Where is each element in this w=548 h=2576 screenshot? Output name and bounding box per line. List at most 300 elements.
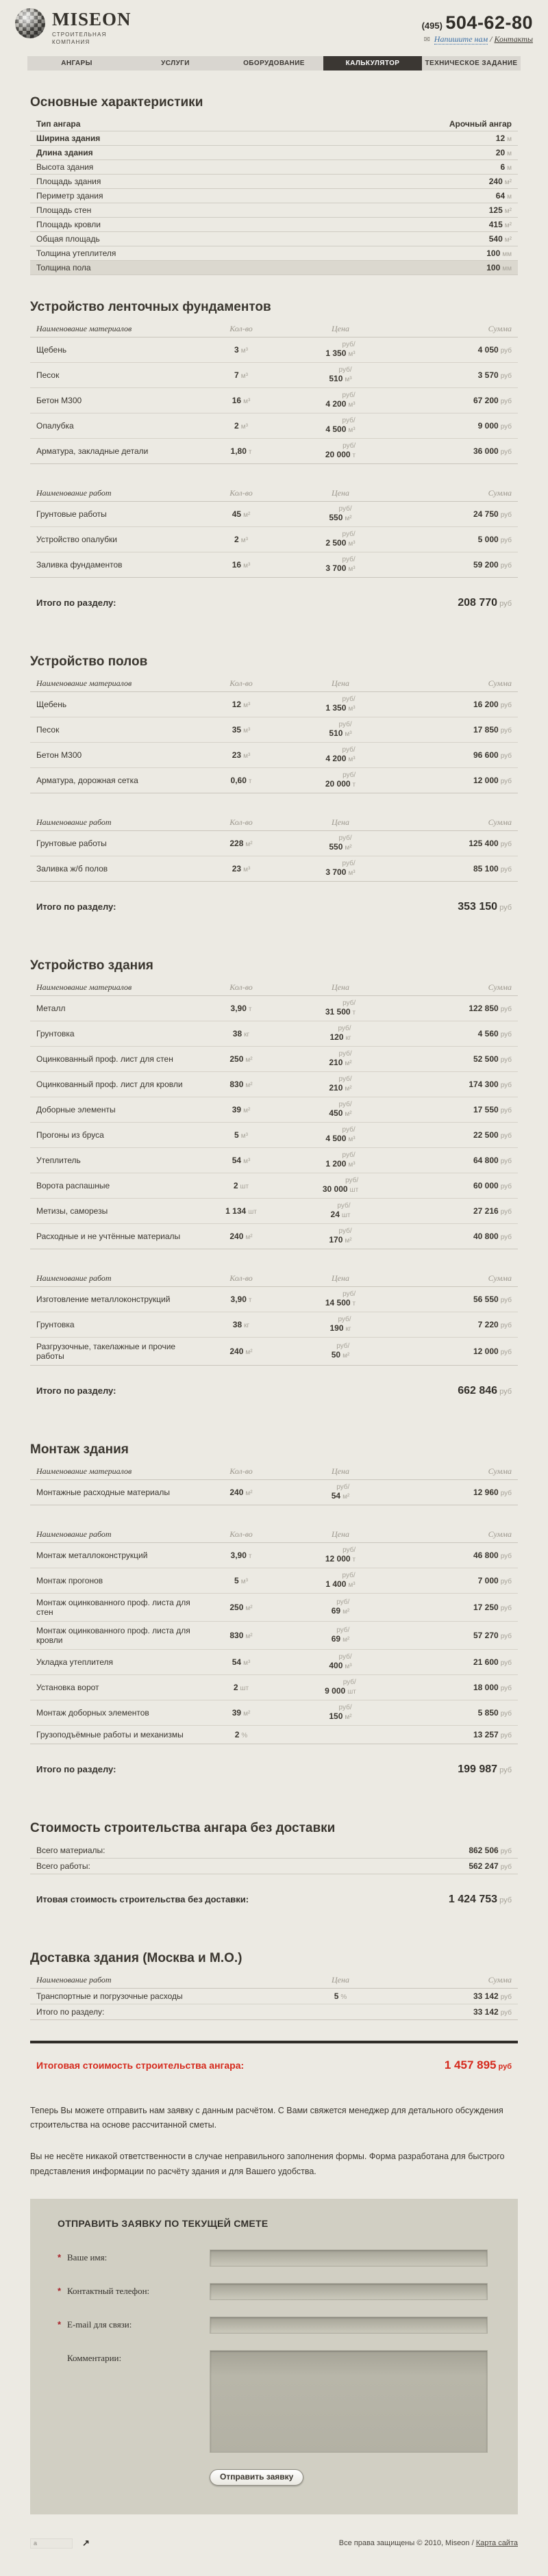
cell-price: [279, 1316, 402, 1333]
qty-number: 54: [232, 1657, 242, 1667]
sum-number: 85 100: [473, 863, 499, 873]
price-stack: [325, 1291, 356, 1308]
price-stack: [332, 1627, 350, 1644]
cell-sum: [402, 1551, 512, 1560]
sum-number: 13 257: [473, 1729, 499, 1739]
price-stack: [323, 1177, 358, 1194]
qty-number: 38: [232, 1028, 242, 1038]
price-currency: руб/: [338, 1653, 352, 1661]
table-header-row: [30, 1464, 518, 1480]
table-row: [30, 387, 518, 413]
sum-unit: руб: [500, 1684, 512, 1692]
cell-name: Грунтовка: [36, 1319, 75, 1329]
price-unit: м²: [345, 1713, 352, 1721]
cell-sum: [402, 1488, 512, 1497]
delivery-row: [30, 2004, 518, 2019]
price-unit: кг: [345, 1034, 351, 1042]
characteristic-label: Длина здания: [36, 147, 93, 157]
qty-number: 23: [232, 863, 242, 873]
table-row: [30, 1173, 518, 1198]
cell-qty: [203, 1320, 279, 1329]
cell-qty: [203, 750, 279, 760]
sum-unit: руб: [500, 1321, 512, 1329]
cell-price: [279, 722, 402, 738]
characteristic-unit: м: [507, 149, 512, 157]
cell-qty: [203, 839, 279, 848]
cell-price: [279, 1599, 402, 1616]
price-stack: [325, 392, 355, 409]
qty-unit: шт: [240, 1684, 249, 1692]
cell-qty: [203, 1603, 279, 1612]
col-header-price: Цена: [332, 323, 349, 333]
table-row: [30, 1071, 518, 1097]
grand-total-unit: руб: [498, 2062, 512, 2071]
price-currency: руб/: [338, 1075, 352, 1083]
characteristics-table: [30, 117, 518, 275]
characteristic-number: 12: [495, 133, 506, 143]
sum-unit: руб: [500, 1056, 512, 1064]
table-row: [30, 1568, 518, 1593]
sum-unit: руб: [500, 448, 512, 456]
section-total-row: [30, 1744, 518, 1796]
qty-unit: м²: [245, 1233, 253, 1241]
qty-unit: м³: [240, 422, 248, 431]
logo[interactable]: [15, 8, 132, 47]
sum-unit: руб: [500, 701, 512, 709]
characteristic-label: Общая площадь: [36, 233, 100, 244]
price-number: 20 000: [325, 449, 351, 459]
estimate-sections: [30, 300, 518, 1796]
price-unit: м²: [345, 514, 352, 522]
header-contacts: [422, 8, 533, 44]
col-header-sum: Сумма: [488, 1466, 512, 1476]
qty-number: 1 134: [225, 1206, 247, 1216]
sum-number: 46 800: [473, 1550, 499, 1560]
characteristic-unit: м²: [504, 235, 512, 244]
qty-number: 830: [229, 1079, 244, 1089]
cell-sum: [402, 1603, 512, 1612]
qty-number: 240: [229, 1487, 244, 1497]
cell-qty: [203, 1730, 279, 1739]
cell-price: [279, 1101, 402, 1118]
price-stack: [325, 1127, 355, 1143]
name-field[interactable]: [210, 2249, 488, 2267]
price-currency: руб/: [338, 834, 352, 842]
qty-unit: м²: [243, 511, 251, 519]
sum-unit: руб: [500, 726, 512, 735]
characteristic-value: [486, 248, 512, 258]
qty-unit: кг: [244, 1030, 250, 1038]
phone-code: (495): [421, 21, 443, 31]
price-stack: [329, 1025, 351, 1042]
col-header-sum: Сумма: [488, 1974, 512, 1985]
cell-name: Заливка ж/б полов: [36, 863, 108, 873]
cell-name: Оцинкованный проф. лист для кровли: [36, 1079, 183, 1089]
section-total-number: 662 846: [458, 1384, 498, 1397]
price-currency: руб/: [338, 505, 352, 513]
price-currency: руб/: [338, 1024, 351, 1032]
price-number: 4 200: [325, 398, 347, 409]
characteristic-value: [449, 119, 512, 129]
copyright-text: Все права защищены © 2010, Miseon /: [338, 2539, 474, 2548]
table-row: [30, 1198, 518, 1223]
price-number: 210: [329, 1057, 343, 1067]
characteristic-unit: м²: [504, 207, 512, 215]
cell-name: Разгрузочные, такелажные и прочие работы: [36, 1341, 176, 1361]
cell-name: Монтаж оцинкованного проф. листа для кровли: [36, 1625, 190, 1645]
price-currency: руб/: [342, 1125, 356, 1134]
cell-price: [279, 1025, 402, 1042]
table-row: [30, 552, 518, 577]
brand-subtitle-line1: СТРОИТЕЛЬНАЯ: [52, 31, 107, 38]
qty-unit: м²: [243, 1709, 251, 1718]
col-header-sum: Сумма: [488, 1273, 512, 1283]
qty-unit: шт: [240, 1182, 249, 1190]
col-header-name: Наименование материалов: [36, 678, 132, 688]
content: [0, 95, 548, 2515]
qty-number: 250: [229, 1602, 244, 1612]
section-total-row: [30, 578, 518, 630]
cell-price: [279, 1627, 402, 1644]
arrow-up-right-icon[interactable]: ↗: [82, 2538, 90, 2549]
price-number: 550: [329, 841, 343, 852]
form-field-row: [58, 2350, 490, 2453]
price-stack: [325, 531, 355, 548]
nav-item-angary[interactable]: АНГАРЫ: [61, 59, 92, 67]
table-row: [30, 438, 518, 463]
qty-number: 39: [232, 1104, 242, 1114]
cell-sum: [402, 560, 512, 570]
col-header-sum: Сумма: [488, 487, 512, 498]
price-number: 54: [331, 1490, 341, 1501]
cell-name: Утеплитель: [36, 1155, 81, 1165]
brand-subtitle: [52, 31, 132, 47]
sum-number: 125 400: [469, 838, 499, 848]
cell-qty: [203, 725, 279, 735]
table-row: [30, 413, 518, 438]
footer-copyright: [339, 2539, 518, 2547]
form-field-row: [58, 2317, 490, 2334]
price-currency: руб/: [342, 1290, 356, 1298]
cell-name: Металл: [36, 1003, 66, 1013]
sum-unit: руб: [500, 1993, 512, 2001]
characteristic-number: 540: [488, 233, 503, 244]
cell-price: [279, 443, 402, 459]
sum-unit: руб: [500, 1208, 512, 1216]
table-row: [30, 831, 518, 856]
sum-number: 27 216: [473, 1206, 499, 1216]
table-row: [30, 1046, 518, 1071]
cell-sum: [402, 1156, 512, 1165]
col-header-sum: Сумма: [488, 323, 512, 333]
cell-price: [279, 860, 402, 877]
summary-total-label: Итовая стоимость строительства без доставки:: [36, 1893, 249, 1904]
table-row: [30, 1674, 518, 1700]
price-unit: шт: [349, 1186, 359, 1194]
summary-row-label: Всего работы:: [36, 1861, 90, 1871]
price-stack: [325, 1572, 355, 1589]
price-stack: [325, 1679, 356, 1696]
sum-unit: руб: [500, 511, 512, 519]
price-unit: м³: [348, 539, 356, 548]
phone-field[interactable]: [210, 2283, 488, 2300]
cell-qty: [203, 421, 279, 431]
main-nav: [27, 56, 521, 71]
nav-item-oborudovanie[interactable]: ОБОРУДОВАНИЕ: [243, 59, 305, 67]
col-header-price: Цена: [332, 1273, 349, 1283]
sum-number: 60 000: [473, 1180, 499, 1190]
cell-qty: [203, 1004, 279, 1013]
qty-number: 3,90: [230, 1294, 247, 1304]
cell-name: Монтаж прогонов: [36, 1575, 103, 1585]
section-total-label: Итого по разделу:: [36, 597, 116, 608]
price-stack: [329, 1101, 351, 1118]
sum-unit: руб: [500, 397, 512, 405]
cell-name: Щебень: [36, 344, 67, 355]
qty-unit: т: [248, 777, 252, 785]
characteristic-row: [30, 246, 518, 260]
cell-sum: [402, 1080, 512, 1089]
price-currency: руб/: [342, 1571, 356, 1579]
table-header-row: [30, 486, 518, 502]
characteristic-row: [30, 203, 518, 217]
summary-total-unit: руб: [499, 1896, 512, 1904]
cell-price: [279, 1291, 402, 1308]
cell-sum: [402, 1054, 512, 1064]
sum-unit: руб: [500, 422, 512, 431]
qty-number: 3: [234, 344, 239, 355]
sum-unit: руб: [500, 1182, 512, 1190]
characteristic-number: 415: [488, 219, 503, 229]
qty-unit: м²: [245, 1604, 253, 1612]
price-number: 450: [329, 1108, 343, 1118]
section-total-number: 199 987: [458, 1763, 498, 1775]
qty-number: 7: [234, 370, 239, 380]
cell-sum: [402, 1991, 512, 2001]
footer-left: [30, 2538, 90, 2549]
nav-item-kalkulyator[interactable]: КАЛЬКУЛЯТОР: [323, 56, 422, 71]
qty-number: 2: [234, 420, 239, 431]
characteristic-row: [30, 131, 518, 145]
characteristic-unit: м: [507, 164, 512, 172]
price-currency: руб/: [342, 999, 356, 1007]
footer: [0, 2514, 548, 2555]
sum-number: 59 200: [473, 559, 499, 570]
summary-row-unit: руб: [500, 1847, 512, 1855]
form-field-row: [58, 2249, 490, 2267]
form-field-row: [58, 2283, 490, 2300]
form-fields: [58, 2249, 490, 2453]
comments-field[interactable]: [210, 2350, 488, 2453]
cell-sum: [402, 509, 512, 519]
price-number: 120: [329, 1032, 344, 1042]
sum-number: 9 000: [477, 420, 499, 431]
cell-sum: [402, 1232, 512, 1241]
estimate-table-materials: [30, 322, 518, 464]
section-total-label: Итого по разделу:: [36, 1385, 116, 1396]
cell-price: [279, 418, 402, 434]
email-field[interactable]: [210, 2317, 488, 2334]
qty-unit: м³: [240, 1132, 248, 1140]
table-row: [30, 767, 518, 793]
request-form-panel: [30, 2199, 518, 2514]
section-total-row: [30, 1366, 518, 1418]
cell-qty: [203, 446, 279, 456]
qty-number: 16: [232, 395, 242, 405]
sum-number: 3 570: [477, 370, 499, 380]
write-us-link[interactable]: Напишите нам: [434, 34, 488, 44]
cell-name: Установка ворот: [36, 1682, 99, 1692]
estimate-table-materials: [30, 676, 518, 793]
price-stack: [325, 772, 356, 789]
cell-qty: [203, 1105, 279, 1114]
price-number: 24: [330, 1209, 340, 1219]
cell-name: Оцинкованный проф. лист для стен: [36, 1054, 173, 1064]
price-unit: м³: [348, 565, 356, 573]
section-total-number: 208 770: [458, 596, 498, 609]
submit-button[interactable]: Отправить заявку: [210, 2469, 303, 2486]
characteristic-unit: мм: [502, 250, 512, 258]
table-row: [30, 502, 518, 526]
cell-sum: [402, 1657, 512, 1667]
col-header-price: Цена: [332, 982, 349, 992]
characteristic-label: Толщина пола: [36, 262, 91, 272]
nav-item-uslugi[interactable]: УСЛУГИ: [161, 59, 190, 67]
cell-sum: [402, 864, 512, 873]
summary-total-row: [30, 1874, 518, 1926]
cell-sum: [402, 700, 512, 709]
sum-number: 4 560: [477, 1028, 499, 1038]
sum-number: 5 000: [477, 534, 499, 544]
cell-qty: [203, 1029, 279, 1038]
characteristic-label: Периметр здания: [36, 190, 103, 201]
qty-number: 830: [229, 1630, 244, 1640]
qty-number: 35: [232, 724, 242, 735]
cell-name: Бетон М300: [36, 750, 82, 760]
estimate-section: [30, 654, 518, 934]
table-row: [30, 856, 518, 881]
price-unit: м²: [345, 1236, 352, 1245]
characteristic-number: Арочный ангар: [449, 118, 512, 129]
summary-total-value: [449, 1893, 512, 1906]
table-row: [30, 1122, 518, 1147]
qty-unit: м²: [243, 1106, 251, 1114]
sum-number: 5 850: [477, 1707, 499, 1718]
price-currency: руб/: [342, 745, 356, 754]
col-header-price: Цена: [332, 487, 349, 498]
cell-sum: [402, 1105, 512, 1114]
visit-counter-badge[interactable]: a: [30, 2538, 73, 2549]
price-stack: [329, 1076, 351, 1093]
cell-name: Монтаж оцинкованного проф. листа для стен: [36, 1597, 190, 1617]
cell-price: [279, 1076, 402, 1093]
price-unit: шт: [347, 1687, 356, 1696]
table-header-row: [30, 1271, 518, 1287]
price-number: 1 350: [325, 702, 347, 713]
cell-qty: [203, 535, 279, 544]
nav-item-tehnicheskoe-zadanie[interactable]: ТЕХНИЧЕСКОЕ ЗАДАНИЕ: [425, 59, 518, 67]
price-unit: м³: [348, 1581, 356, 1589]
sum-number: 57 270: [473, 1630, 499, 1640]
price-number: 69: [331, 1633, 341, 1644]
price-unit: м²: [342, 1351, 350, 1360]
cell-qty: [203, 1181, 279, 1190]
price-unit: м²: [345, 1084, 352, 1093]
col-header-name: Наименование работ: [36, 1974, 112, 1985]
price-currency: руб/: [345, 1176, 359, 1184]
price-currency: руб/: [338, 1100, 352, 1108]
sum-unit: руб: [500, 1348, 512, 1356]
sum-unit: руб: [500, 372, 512, 380]
delivery-title: Доставка здания (Москва и М.О.): [30, 1950, 242, 1965]
price-unit: м³: [348, 350, 356, 358]
links-separator: /: [490, 34, 493, 44]
price-currency: руб/: [336, 1342, 350, 1350]
price-unit: м²: [345, 1059, 352, 1067]
qty-number: 38: [232, 1319, 242, 1329]
price-currency: руб/: [336, 1483, 350, 1491]
header-links: [422, 34, 533, 44]
cell-name: Ворота распашные: [36, 1180, 110, 1190]
col-header-qty: Кол-во: [229, 1466, 253, 1476]
section-total-unit: руб: [499, 1387, 512, 1396]
characteristic-unit: м: [507, 192, 512, 201]
characteristic-row: [30, 145, 518, 160]
table-row: [30, 1621, 518, 1649]
col-header-qty: Кол-во: [229, 678, 253, 688]
cell-name: Арматура, закладные детали: [36, 446, 149, 456]
summary-row-label: Всего материалы:: [36, 1845, 105, 1855]
price-number: 12 000: [325, 1553, 351, 1564]
characteristic-value: [496, 191, 512, 201]
price-unit: м²: [342, 1607, 350, 1616]
cell-name: Расходные и не учтённые материалы: [36, 1231, 181, 1241]
characteristic-value: [496, 133, 512, 143]
delivery-row: [30, 1989, 518, 2004]
price-unit: м²: [342, 1492, 350, 1501]
sitemap-link[interactable]: Карта сайта: [475, 2539, 518, 2548]
sum-unit: руб: [500, 1296, 512, 1304]
estimate-table-works: [30, 486, 518, 578]
estimate-table-materials: [30, 980, 518, 1249]
price-number: 510: [329, 728, 343, 738]
price-currency: руб/: [342, 695, 356, 703]
contacts-link[interactable]: Контакты: [494, 34, 533, 44]
sum-unit: руб: [500, 1157, 512, 1165]
cell-price: [279, 1177, 402, 1194]
section-total-value: [458, 1385, 512, 1397]
col-header-sum: Сумма: [488, 817, 512, 827]
cell-sum: [402, 750, 512, 760]
characteristics-title: Основные характеристики: [30, 94, 203, 110]
characteristic-row: [30, 188, 518, 203]
section-total-unit: руб: [499, 1765, 512, 1774]
qty-number: 250: [229, 1054, 244, 1064]
price-unit: м³: [345, 730, 352, 738]
price-stack: [325, 860, 355, 877]
price-unit: м³: [348, 400, 356, 409]
table-row: [30, 1337, 518, 1365]
sum-number: 33 142: [473, 2006, 499, 2017]
form-button-row: [210, 2469, 490, 2486]
price-number: 170: [329, 1234, 343, 1245]
table-row: [30, 1312, 518, 1337]
price-currency: руб/: [337, 1201, 351, 1210]
cell-sum: [402, 1181, 512, 1190]
price-number: 1 200: [325, 1158, 347, 1169]
sum-number: 4 050: [477, 344, 499, 355]
cell-qty: [203, 1576, 279, 1585]
